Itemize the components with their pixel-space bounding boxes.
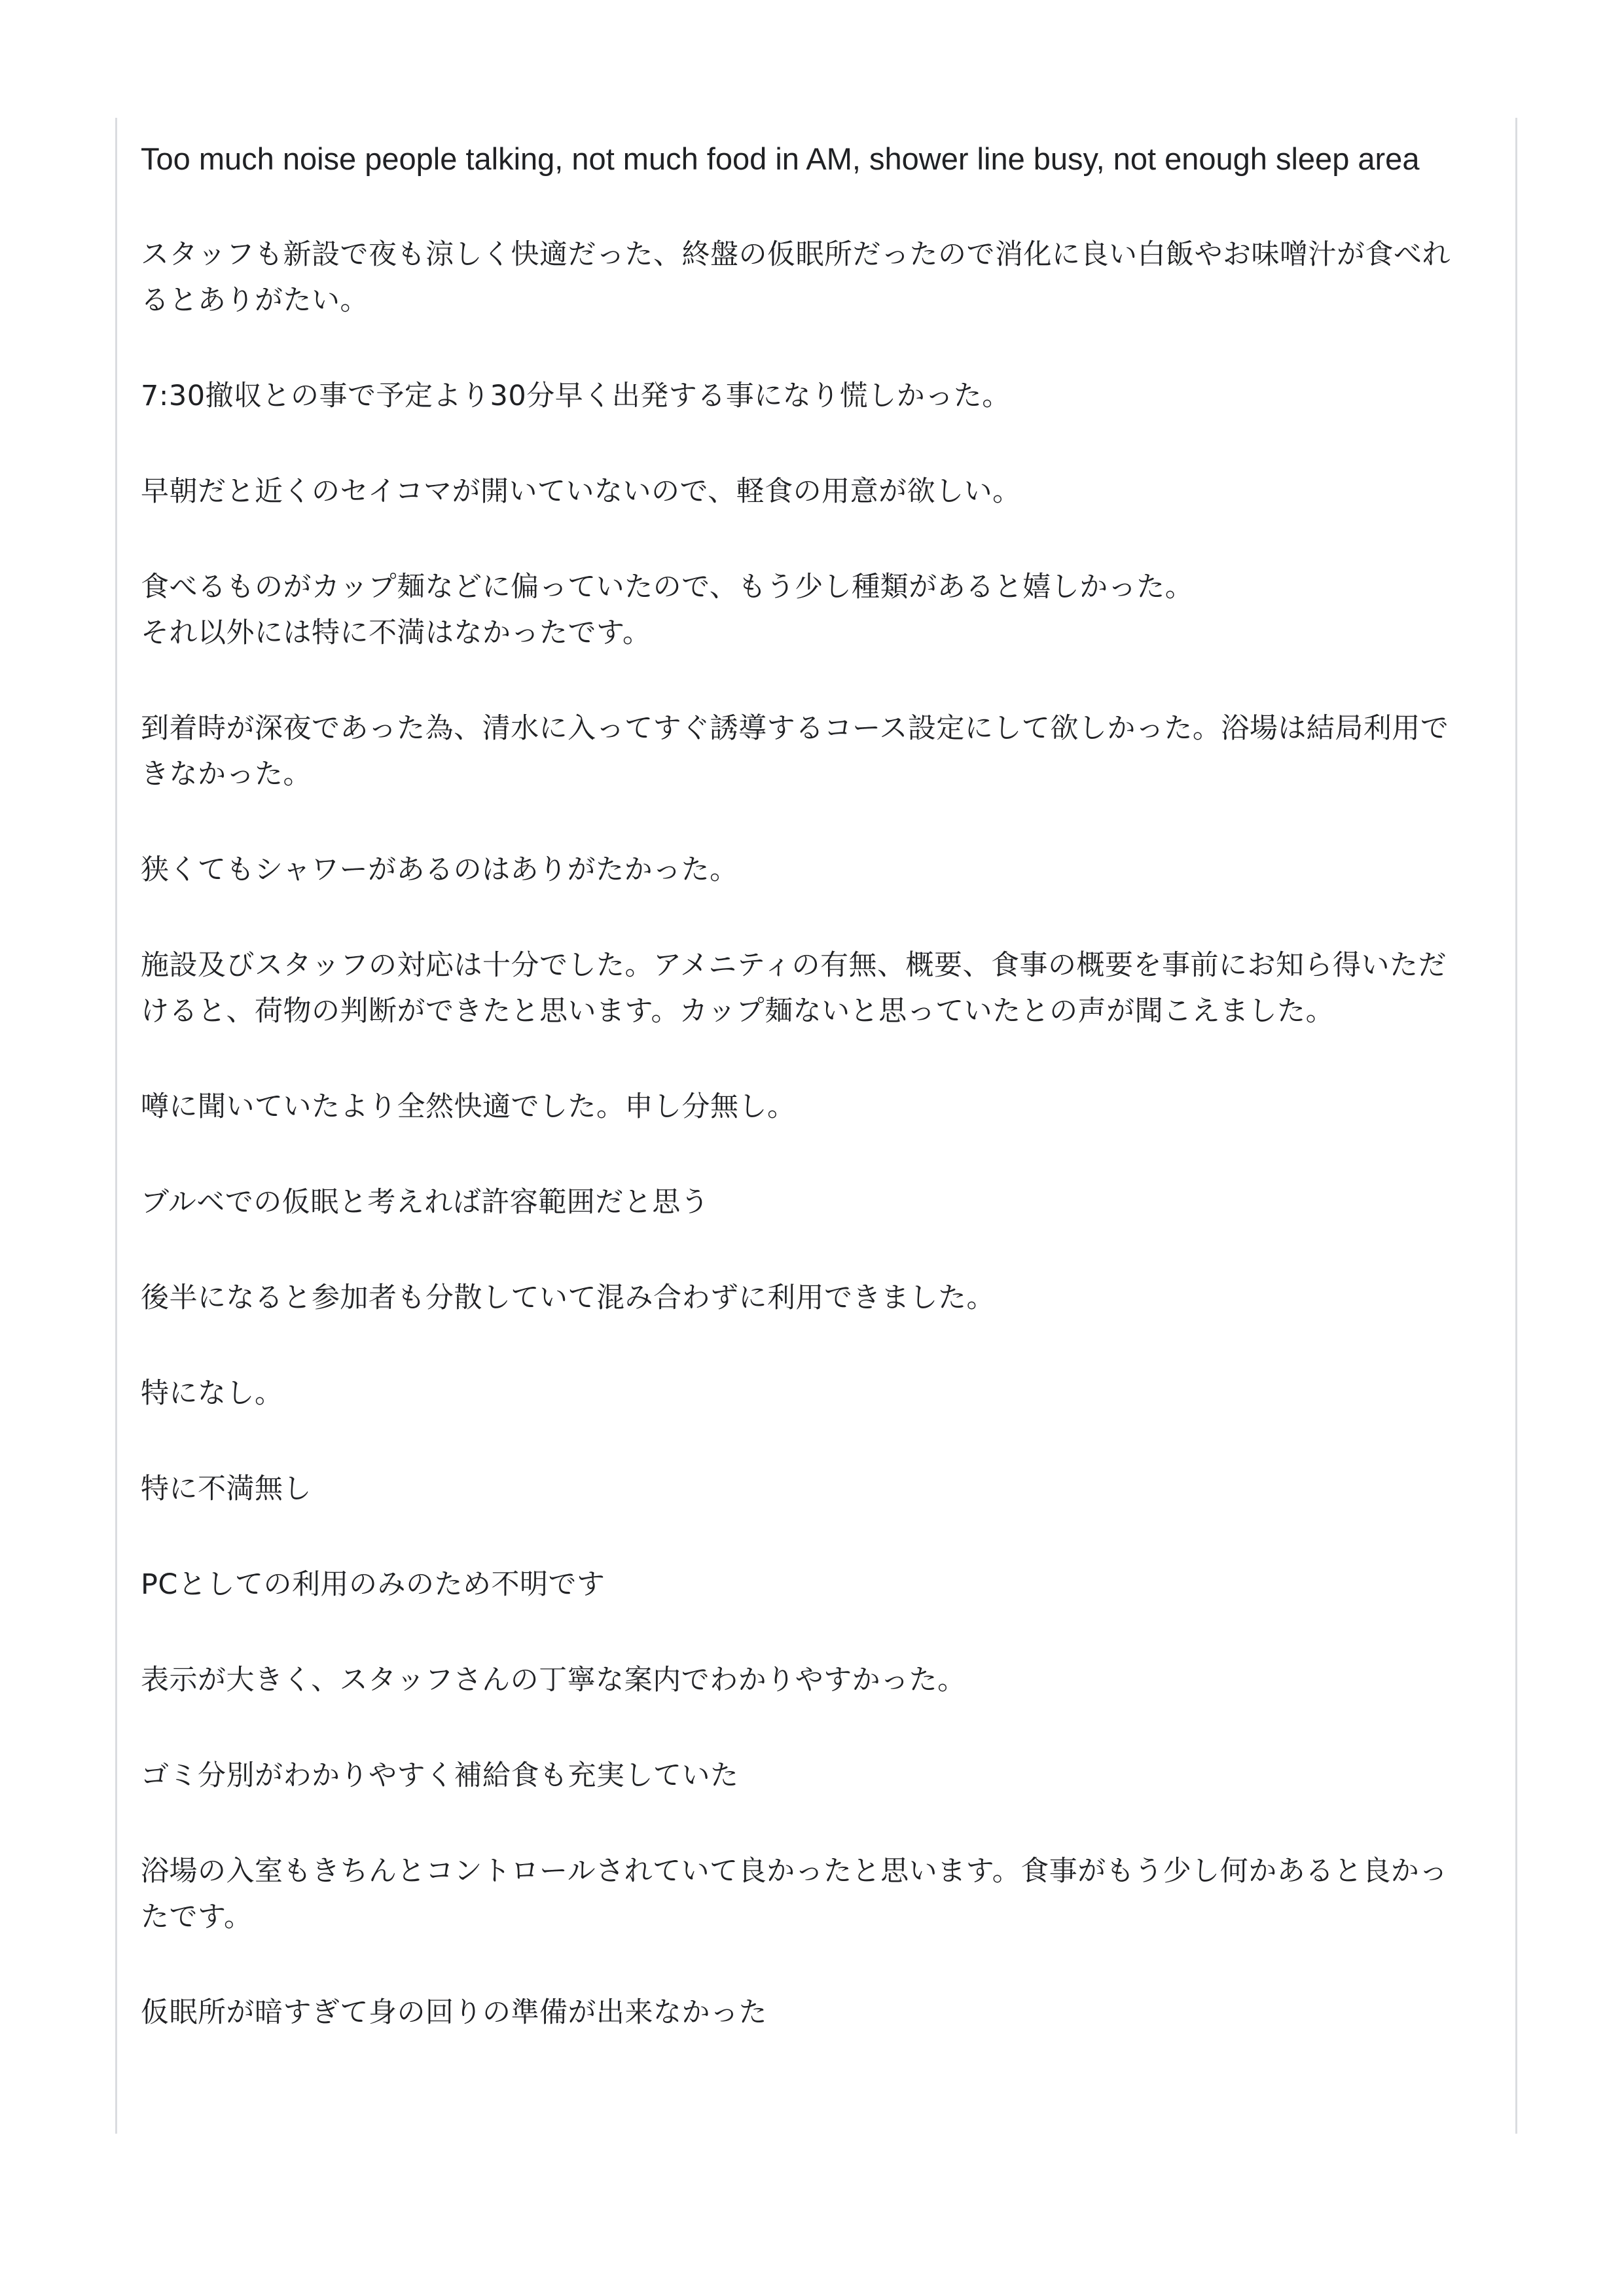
response-item: 早朝だと近くのセイコマが開いていないので、軽食の用意が欲しい。 <box>141 475 1021 508</box>
response-list-panel <box>115 118 1517 2134</box>
response-item: 到着時が深夜であった為、清水に入ってすぐ誘導するコース設定にして欲しかった。浴場は結局利用できなかった。 <box>141 712 1449 791</box>
response-item: 7:30撤収との事で予定より30分早く出発する事になり慌しかった。 <box>141 380 1011 412</box>
response-item: ゴミ分別がわかりやすく補給食も充実していた <box>141 1759 739 1792</box>
response-item: 噂に聞いていたより全然快適でした。申し分無し。 <box>141 1090 796 1123</box>
response-item: 表示が大きく、スタッフさんの丁寧な案内でわかりやすかった。 <box>141 1664 966 1696</box>
response-list <box>141 136 1470 2085</box>
response-item: 狭くてもシャワーがあるのはありがたかった。 <box>141 853 738 886</box>
response-item: ブルベでの仮眠と考えれば許容範囲だと思う <box>141 1186 710 1219</box>
response-item: 特に不満無し <box>141 1473 312 1505</box>
response-item: スタッフも新設で夜も涼しく快適だった、終盤の仮眠所だったので消化に良い白飯やお味噌汁が食べれるとありがたい。 <box>141 238 1451 317</box>
response-item: 食べるものがカップ麺などに偏っていたので、もう少し種類があると嬉しかった。 それ以外には特に不満はなかったです。 <box>141 571 1194 649</box>
response-item: 後半になると参加者も分散していて混み合わずに利用できました。 <box>141 1282 995 1314</box>
response-item: Too much noise people talking, not much food in AM, shower line busy, not enough sleep area <box>141 141 1420 176</box>
response-item: 特になし。 <box>141 1377 283 1410</box>
response-item: PCとしての利用のみのため不明です <box>141 1568 605 1601</box>
response-item: 仮眠所が暗すぎて身の回りの準備が出来なかった <box>141 1996 767 2029</box>
response-item: 施設及びスタッフの対応は十分でした。アメニティの有無、概要、食事の概要を事前にお知ら得いただけると、荷物の判断ができたと思います。カップ麺ないと思っていたとの声が聞こえました。 <box>141 949 1447 1028</box>
response-item: 浴場の入室もきちんとコントロールされていて良かったと思います。食事がもう少し何かあると良かったです。 <box>141 1855 1448 1933</box>
